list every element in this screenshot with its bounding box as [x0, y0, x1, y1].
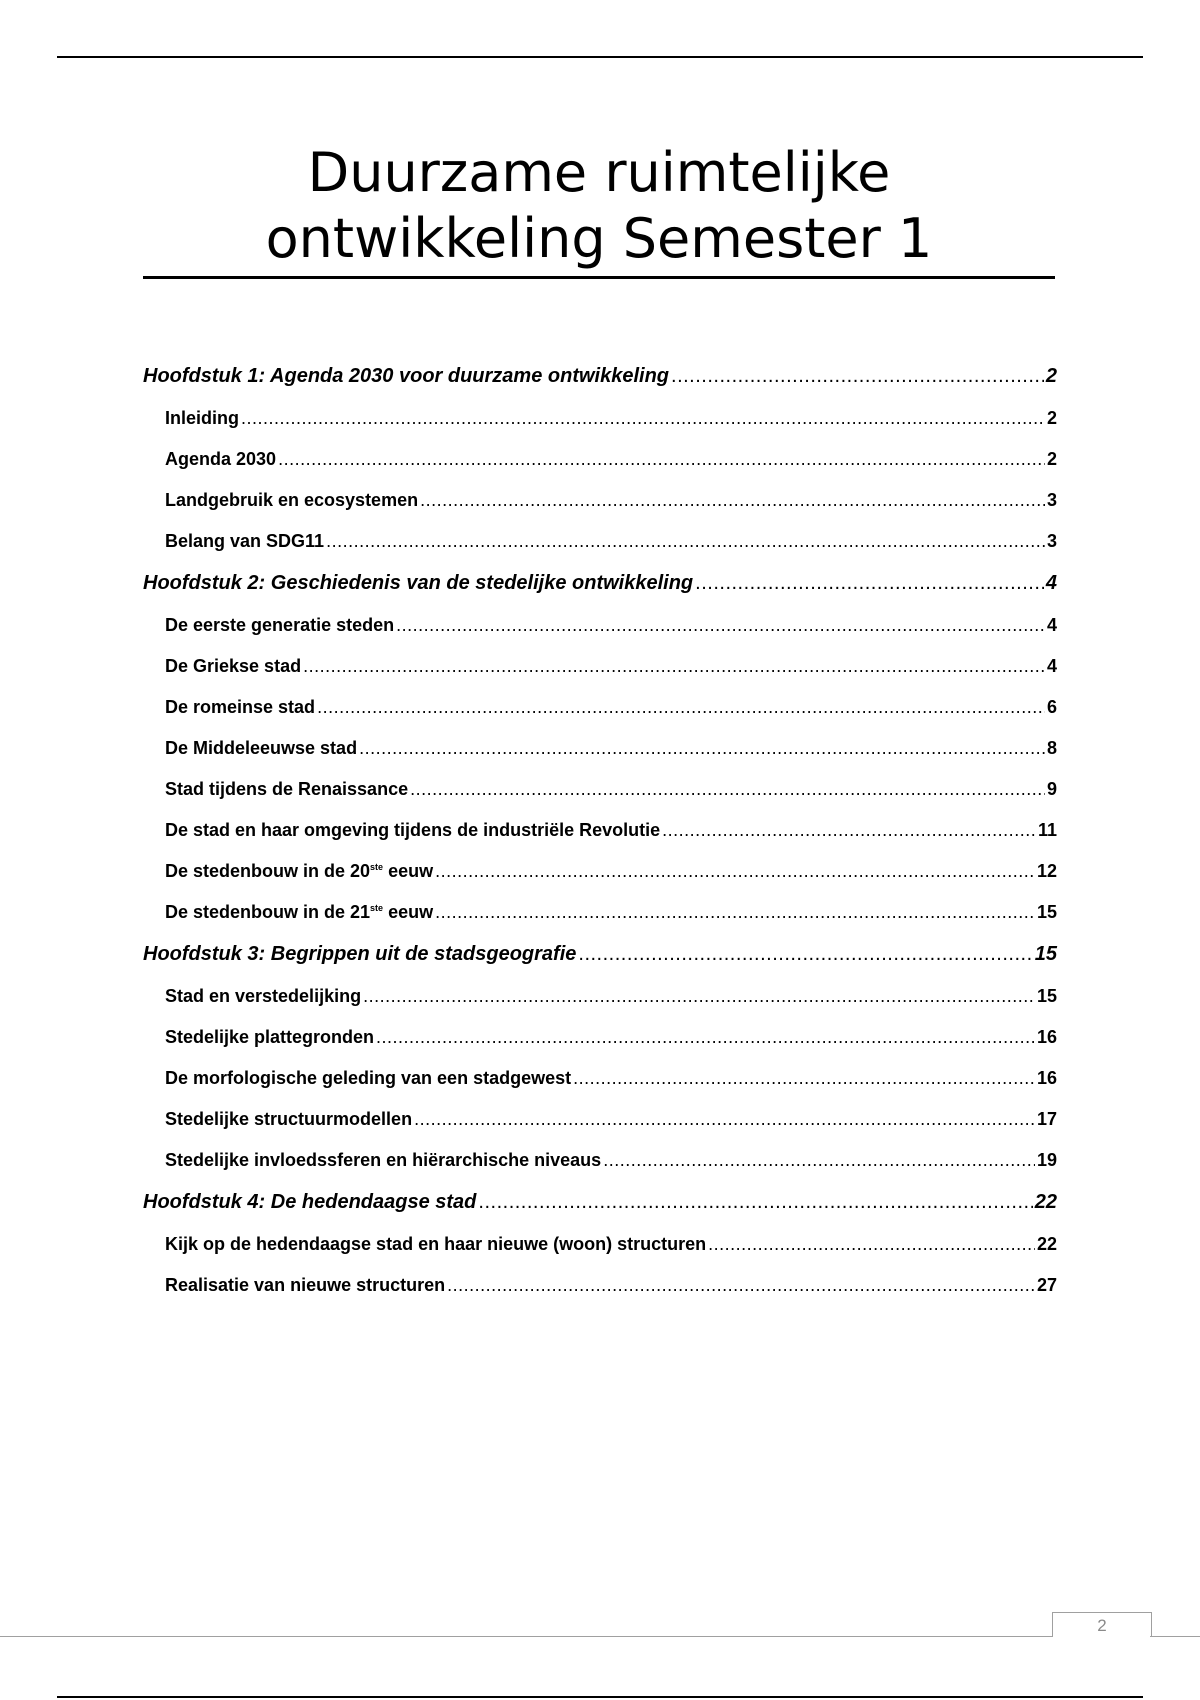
toc-section-entry[interactable]: [143, 1027, 1057, 1068]
toc-entry-title: Agenda 2030: [165, 449, 277, 469]
dot-leader: [420, 490, 1045, 511]
toc-page-number: 4: [1046, 615, 1057, 635]
toc-page-number: 2: [1046, 449, 1057, 469]
toc-section-entry[interactable]: [143, 986, 1057, 1027]
dot-leader: [603, 1150, 1035, 1171]
toc-entry-title: De stad en haar omgeving tijdens de industriële Revolutie: [165, 820, 661, 840]
toc-page-number: 16: [1036, 1068, 1057, 1088]
toc-section-entry[interactable]: [143, 779, 1057, 820]
toc-section-entry[interactable]: [143, 1068, 1057, 1109]
title-underline: [143, 276, 1055, 279]
toc-entry-title: Stedelijke plattegronden: [165, 1027, 375, 1047]
toc-section-entry[interactable]: [143, 902, 1057, 943]
toc-entry-title: Hoofdstuk 4: De hedendaagse stad: [143, 1191, 477, 1213]
document-title: Duurzame ruimtelijke ontwikkeling Semester 1: [265, 141, 933, 270]
toc-page-number: 9: [1046, 779, 1057, 799]
dot-leader: [435, 902, 1035, 923]
toc-chapter-entry[interactable]: [143, 572, 1057, 615]
dot-leader: [414, 1109, 1035, 1130]
toc-section-entry[interactable]: [143, 531, 1057, 572]
toc-chapter-entry[interactable]: [143, 943, 1057, 986]
ordinal-superscript: ste: [370, 903, 384, 913]
dot-leader: [671, 365, 1044, 388]
toc-chapter-entry[interactable]: [143, 1191, 1057, 1234]
toc-section-entry[interactable]: [143, 1109, 1057, 1150]
toc-section-entry[interactable]: [143, 615, 1057, 656]
toc-entry-title: De Middeleeuwse stad: [165, 738, 358, 758]
toc-page-number: 15: [1034, 943, 1057, 965]
toc-page-number: 22: [1034, 1191, 1057, 1213]
toc-section-entry[interactable]: [143, 1234, 1057, 1275]
dot-leader: [363, 986, 1035, 1007]
toc-entry-title: Realisatie van nieuwe structuren: [165, 1275, 446, 1295]
dot-leader: [317, 697, 1045, 718]
toc-chapter-entry[interactable]: [143, 365, 1057, 408]
toc-page-number: 2: [1046, 408, 1057, 428]
dot-leader: [573, 1068, 1035, 1089]
toc-entry-title: Landgebruik en ecosystemen: [165, 490, 419, 510]
ordinal-superscript: ste: [370, 862, 384, 872]
toc-entry-title: Stedelijke structuurmodellen: [165, 1109, 413, 1129]
toc-entry-title: Stad en verstedelijking: [165, 986, 362, 1006]
toc-page-number: 12: [1036, 861, 1057, 881]
dot-leader: [303, 656, 1045, 677]
dot-leader: [326, 531, 1045, 552]
toc-section-entry[interactable]: [143, 408, 1057, 449]
toc-entry-title: De Griekse stad: [165, 656, 302, 676]
dot-leader: [578, 943, 1032, 966]
dot-leader: [478, 1191, 1032, 1214]
toc-section-entry[interactable]: [143, 1150, 1057, 1191]
toc-page-number: 19: [1036, 1150, 1057, 1170]
toc-entry-title: De eerste generatie steden: [165, 615, 395, 635]
toc-page-number: 11: [1037, 820, 1057, 840]
dot-leader: [376, 1027, 1035, 1048]
toc-page-number: 15: [1036, 986, 1057, 1006]
dot-leader: [396, 615, 1045, 636]
table-of-contents: [143, 365, 1057, 1316]
toc-page-number: 27: [1036, 1275, 1057, 1295]
toc-page-number: 17: [1036, 1109, 1057, 1129]
dot-leader: [410, 779, 1045, 800]
toc-page-number: 16: [1036, 1027, 1057, 1047]
toc-entry-title: Hoofdstuk 1: Agenda 2030 voor duurzame ontwikkeling: [143, 365, 670, 387]
toc-entry-title: Belang van SDG11: [165, 531, 325, 551]
page-bottom-rule: [57, 1696, 1143, 1698]
toc-page-number: 4: [1046, 656, 1057, 676]
toc-section-entry[interactable]: [143, 697, 1057, 738]
toc-section-entry[interactable]: [143, 738, 1057, 779]
toc-entry-title: De stedenbouw in de 20ste eeuw: [165, 861, 434, 881]
page-number: 2: [1052, 1612, 1152, 1637]
toc-entry-title: Kijk op de hedendaagse stad en haar nieuwe (woon) structuren: [165, 1234, 707, 1254]
footer-rule: [0, 1636, 1053, 1637]
dot-leader: [435, 861, 1035, 882]
toc-entry-title: De stedenbouw in de 21ste eeuw: [165, 902, 434, 922]
toc-page-number: 4: [1045, 572, 1057, 594]
toc-entry-title: Hoofdstuk 3: Begrippen uit de stadsgeografie: [143, 943, 577, 965]
toc-section-entry[interactable]: [143, 490, 1057, 531]
toc-section-entry[interactable]: [143, 656, 1057, 697]
dot-leader: [447, 1275, 1035, 1296]
dot-leader: [359, 738, 1045, 759]
dot-leader: [662, 820, 1036, 841]
toc-section-entry[interactable]: [143, 449, 1057, 490]
toc-section-entry[interactable]: [143, 861, 1057, 902]
dot-leader: [278, 449, 1045, 470]
page-top-rule: [57, 56, 1143, 58]
dot-leader: [695, 572, 1044, 595]
toc-entry-title: De morfologische geleding van een stadgewest: [165, 1068, 572, 1088]
toc-page-number: 22: [1036, 1234, 1057, 1254]
toc-section-entry[interactable]: [143, 1275, 1057, 1316]
toc-entry-title: Stad tijdens de Renaissance: [165, 779, 409, 799]
toc-page-number: 3: [1046, 531, 1057, 551]
toc-page-number: 15: [1036, 902, 1057, 922]
toc-entry-title: De romeinse stad: [165, 697, 316, 717]
toc-entry-title: Hoofdstuk 2: Geschiedenis van de stedelijke ontwikkeling: [143, 572, 694, 594]
dot-leader: [708, 1234, 1035, 1255]
dot-leader: [241, 408, 1045, 429]
footer-rule-right: [1150, 1636, 1200, 1637]
toc-section-entry[interactable]: [143, 820, 1057, 861]
toc-page-number: 6: [1046, 697, 1057, 717]
toc-entry-title: Inleiding: [165, 408, 239, 428]
toc-page-number: 3: [1046, 490, 1057, 510]
toc-page-number: 2: [1045, 365, 1057, 387]
toc-page-number: 8: [1046, 738, 1057, 758]
toc-entry-title: Stedelijke invloedssferen en hiërarchische niveaus: [165, 1150, 602, 1170]
